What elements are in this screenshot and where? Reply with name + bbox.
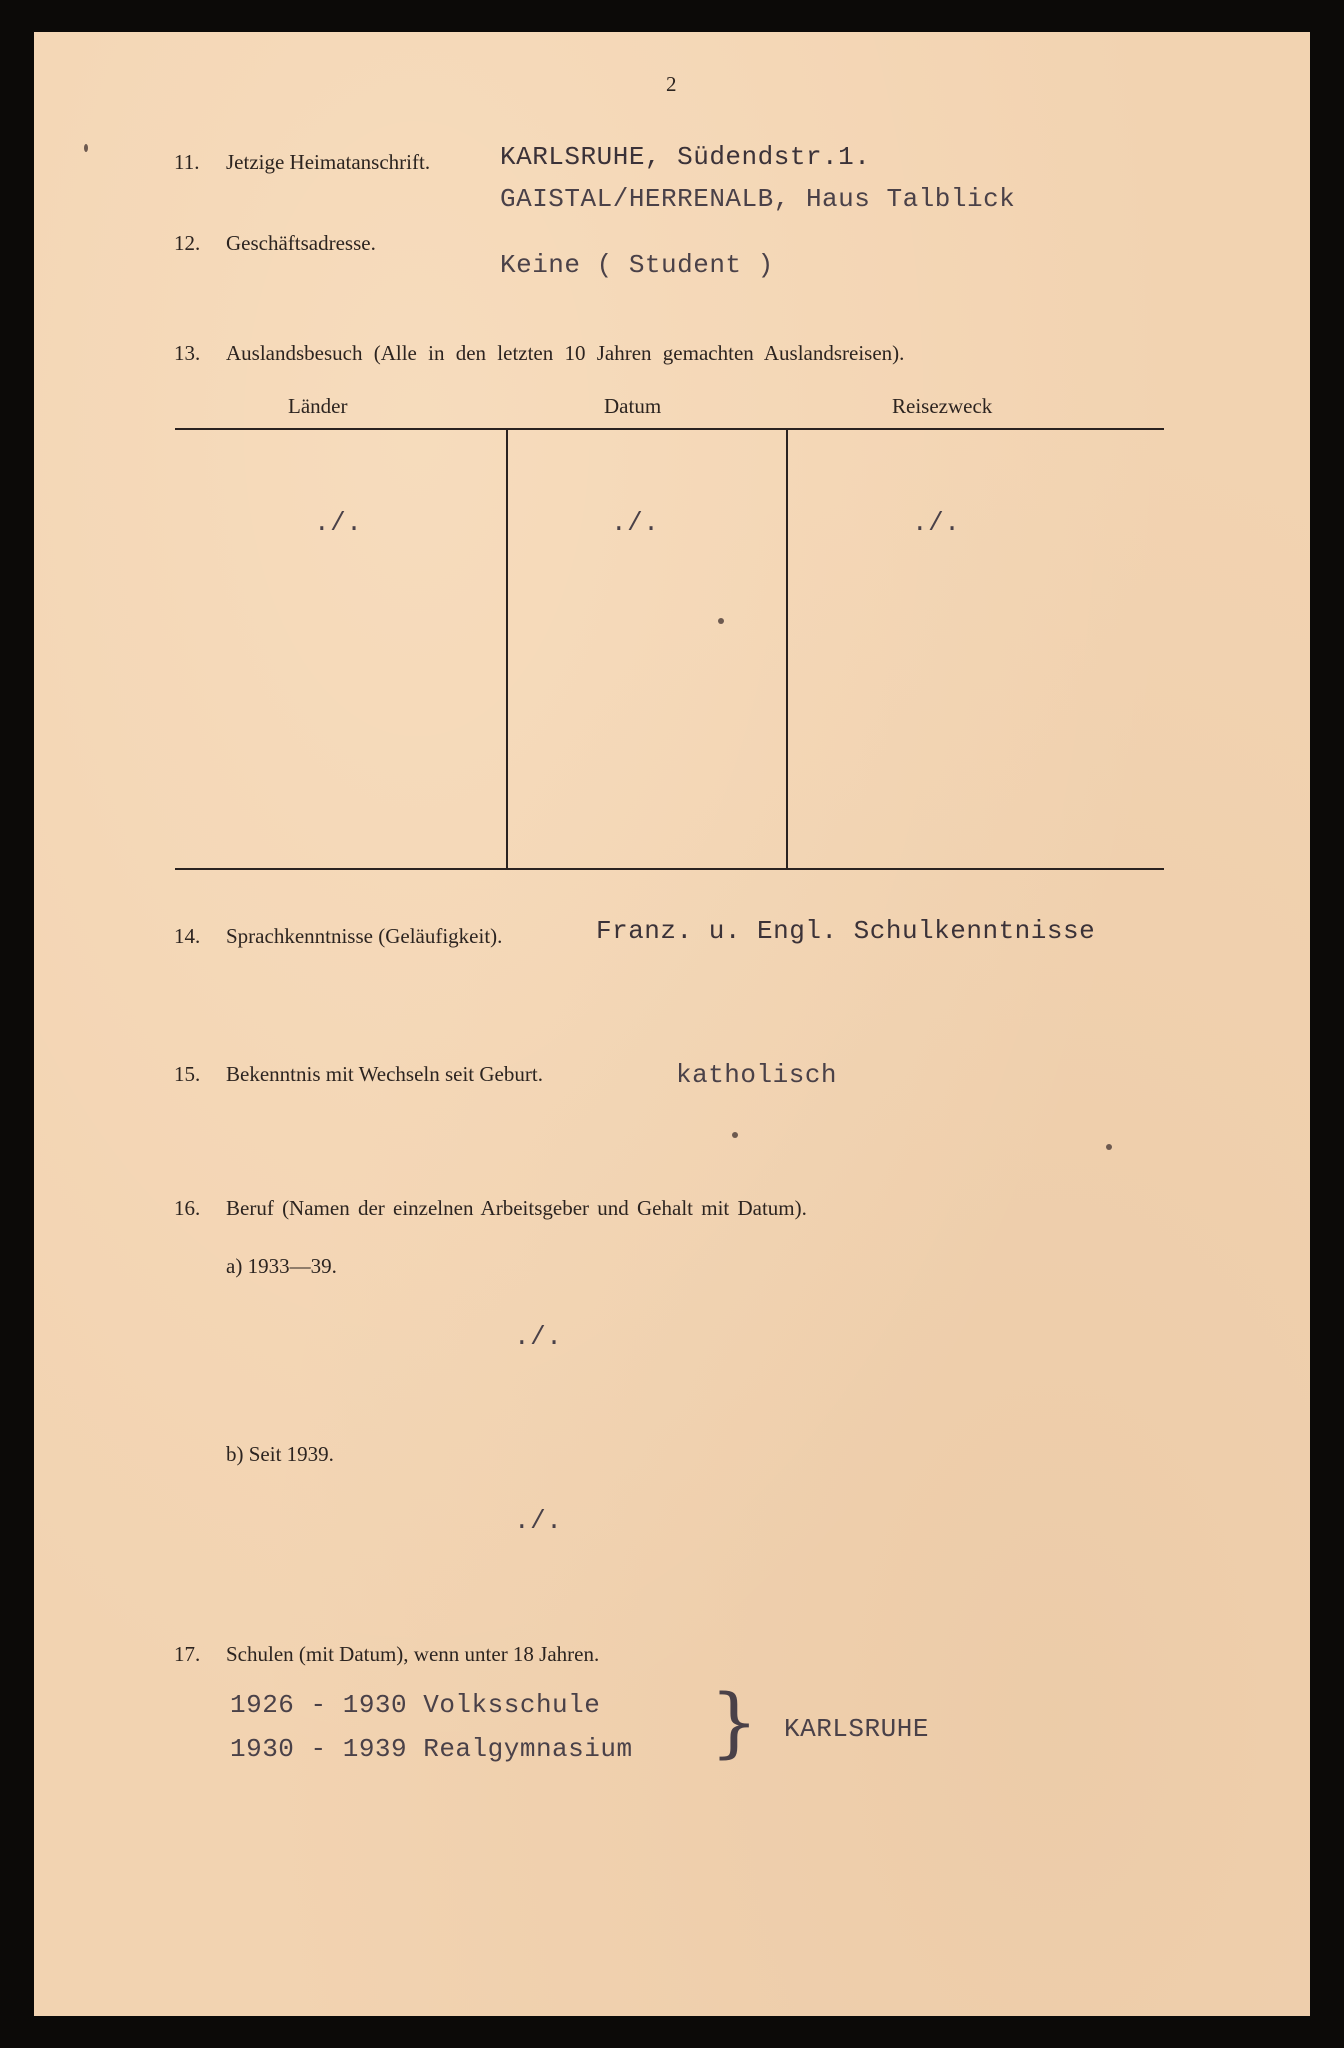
item-14-label: Sprachkenntnisse (Geläufigkeit). (226, 924, 503, 948)
school-brace: } (710, 1677, 759, 1766)
table-header-countries: Länder (288, 394, 348, 418)
item-16-number: 16. (174, 1196, 201, 1220)
item-13-number: 13. (174, 341, 201, 365)
school-row-2: 1930 - 1939 Realgymnasium (230, 1734, 633, 1764)
item-16a-value: ./. (514, 1322, 563, 1352)
item-12-number: 12. (174, 231, 201, 255)
languages-value: Franz. u. Engl. Schulkenntnisse (596, 916, 1096, 946)
table-bottom-rule (175, 868, 1164, 870)
table-divider-2 (786, 429, 788, 868)
item-11-label: Jetzige Heimatanschrift. (226, 150, 431, 174)
item-16b-label: b) Seit 1939. (226, 1442, 334, 1466)
item-15-number: 15. (174, 1062, 201, 1086)
item-12-label: Geschäftsadresse. (226, 231, 376, 255)
school-city: KARLSRUHE (784, 1714, 929, 1744)
school-row-1: 1926 - 1930 Volksschule (230, 1690, 601, 1720)
item-11-number: 11. (174, 150, 200, 174)
item-15-label: Bekenntnis mit Wechseln seit Geburt. (226, 1062, 543, 1086)
table-cell-date: ./. (611, 508, 660, 538)
item-13-label: Auslandsbesuch (Alle in den letzten 10 Jahren gemachten Auslandsreisen). (226, 341, 905, 365)
paper-speck (718, 618, 724, 624)
table-cell-countries: ./. (314, 508, 363, 538)
table-cell-purpose: ./. (912, 508, 961, 538)
religion-value: katholisch (676, 1060, 838, 1090)
table-header-purpose: Reisezweck (892, 394, 993, 418)
table-top-rule (175, 428, 1164, 430)
table-divider-1 (506, 429, 508, 868)
paper-speck (1106, 1144, 1112, 1150)
item-16-label: Beruf (Namen der einzelnen Arbeitsgeber und Gehalt mit Datum). (226, 1196, 807, 1220)
paper-speck (732, 1132, 738, 1138)
page-number: 2 (666, 72, 677, 96)
business-address-value: Keine ( Student ) (500, 250, 774, 280)
paper-speck (84, 144, 88, 152)
home-address-line-2: GAISTAL/HERRENALB, Haus Talblick (500, 184, 1016, 214)
item-16a-label: a) 1933—39. (226, 1254, 337, 1278)
home-address-line-1: KARLSRUHE, Südendstr.1. (500, 142, 871, 172)
item-17-label: Schulen (mit Datum), wenn unter 18 Jahren. (226, 1642, 600, 1666)
table-header-date: Datum (604, 394, 662, 418)
document-page (34, 32, 1310, 2016)
item-17-number: 17. (174, 1642, 201, 1666)
item-14-number: 14. (174, 924, 201, 948)
item-16b-value: ./. (514, 1506, 563, 1536)
